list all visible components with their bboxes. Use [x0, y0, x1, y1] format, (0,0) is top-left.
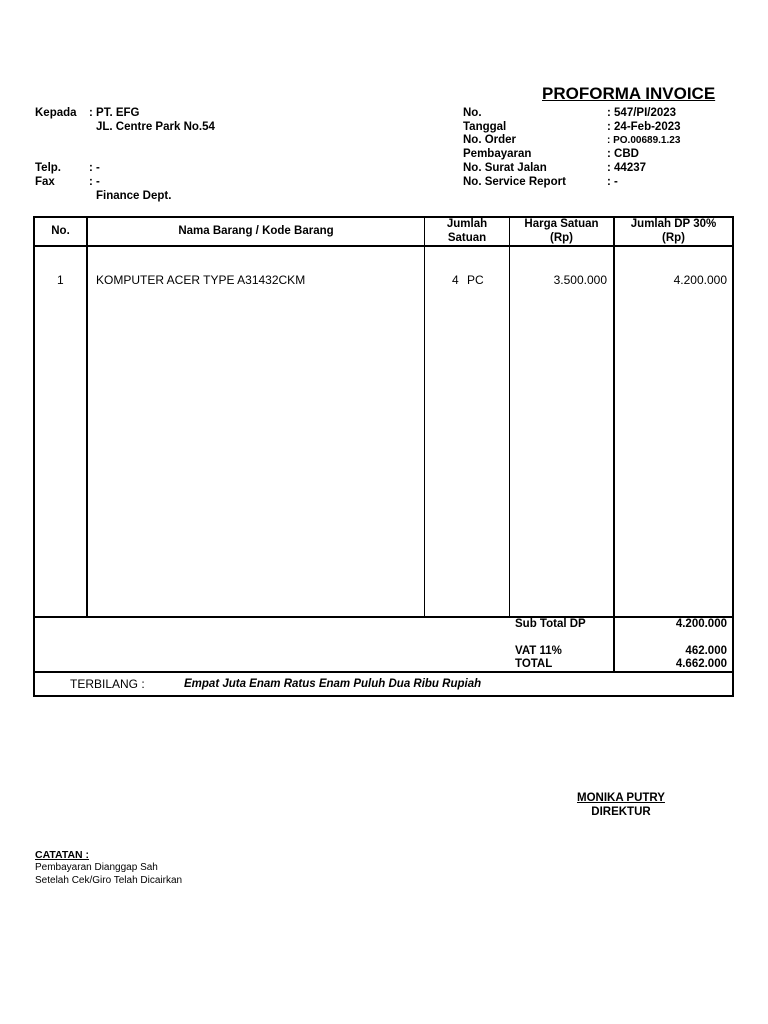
notes-line-1: Pembayaran Dianggap Sah [35, 862, 158, 873]
notes-line-2: Setelah Cek/Giro Telah Dicairkan [35, 875, 183, 886]
header-harga-2: (Rp) [550, 232, 573, 244]
table-totals-bottom-border [33, 671, 734, 673]
total-value: 4.662.000 [675, 658, 727, 670]
recipient-address: JL. Centre Park No.54 [96, 121, 215, 133]
header-no: No. [51, 225, 70, 237]
signatory-position: DIREKTUR [591, 806, 651, 818]
row-harga: 3.500.000 [553, 273, 607, 287]
row-qty: 4 [452, 273, 459, 287]
kepada-value: : PT. EFG [89, 107, 140, 119]
info-label-surat-jalan: No. Surat Jalan [463, 162, 547, 174]
invoice-title: PROFORMA INVOICE [542, 84, 716, 103]
info-label-no: No. [463, 107, 482, 119]
table-header-border [33, 245, 734, 247]
info-value-pembayaran: : CBD [607, 148, 639, 160]
info-value-surat-jalan: : 44237 [607, 162, 647, 174]
fax-label: Fax [35, 176, 55, 188]
header-dp-2: (Rp) [662, 232, 685, 244]
telp-label: Telp. [35, 162, 61, 174]
col-divider-no [86, 216, 88, 618]
terbilang-value: Empat Juta Enam Ratus Enam Puluh Dua Ribu Rupiah [184, 678, 482, 690]
table-left-border [33, 216, 35, 697]
terbilang-label: TERBILANG : [70, 677, 145, 691]
col-divider-nama [424, 216, 425, 618]
info-label-order: No. Order [463, 134, 517, 146]
recipient-dept: Finance Dept. [96, 190, 172, 202]
subtotal-label: Sub Total DP [515, 618, 586, 630]
subtotal-value: 4.200.000 [675, 618, 727, 630]
row-no: 1 [57, 273, 64, 287]
table-bottom-border [33, 695, 734, 697]
header-nama: Nama Barang / Kode Barang [178, 225, 334, 237]
header-jumlah-2: Satuan [447, 232, 487, 244]
info-value-order: : PO.00689.1.23 [607, 135, 681, 146]
info-value-no: : 547/PI/2023 [607, 107, 677, 119]
info-label-service-report: No. Service Report [463, 176, 566, 188]
telp-value: : - [89, 162, 100, 174]
info-label-tanggal: Tanggal [463, 121, 507, 133]
info-label-pembayaran: Pembayaran [463, 148, 532, 160]
row-nama: KOMPUTER ACER TYPE A31432CKM [96, 273, 306, 287]
info-value-service-report: : - [607, 176, 618, 188]
vat-label: VAT 11% [515, 645, 562, 657]
row-jumlah-dp: 4.200.000 [673, 273, 727, 287]
row-unit: PC [467, 273, 484, 287]
info-value-tanggal: : 24-Feb-2023 [607, 121, 681, 133]
col-divider-harga [613, 216, 615, 673]
total-label: TOTAL [515, 658, 553, 670]
fax-value: : - [89, 176, 100, 188]
kepada-label: Kepada [35, 107, 77, 119]
header-jumlah-1: Jumlah [446, 218, 488, 230]
vat-value: 462.000 [685, 645, 727, 657]
notes-label: CATATAN : [35, 849, 90, 861]
table-right-border [732, 216, 734, 697]
header-dp-1: Jumlah DP 30% [630, 218, 717, 230]
header-harga-1: Harga Satuan [524, 218, 599, 230]
signatory-name: MONIKA PUTRY [577, 792, 665, 804]
